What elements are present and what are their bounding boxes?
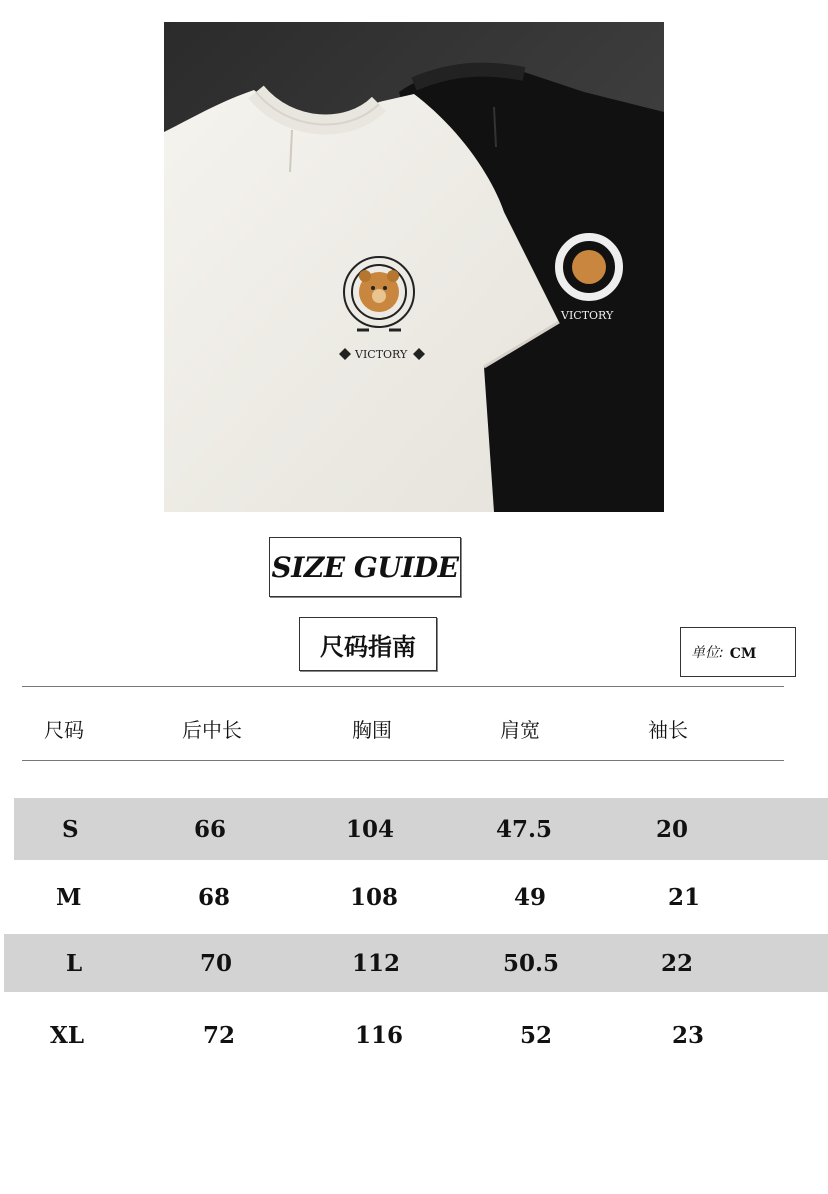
table-header-row bbox=[0, 712, 828, 748]
cell-shoulder: 52 bbox=[520, 1021, 553, 1049]
cell-length: 72 bbox=[203, 1021, 236, 1049]
cell-shoulder: 49 bbox=[514, 883, 547, 911]
svg-text:VICTORY: VICTORY bbox=[561, 309, 614, 322]
cell-shoulder: 47.5 bbox=[496, 815, 553, 843]
header-length: 后中长 bbox=[182, 718, 242, 742]
cell-sleeve: 21 bbox=[668, 883, 701, 911]
cell-size: L bbox=[66, 949, 83, 977]
cn-size-guide-title bbox=[299, 617, 437, 671]
cell-size: S bbox=[62, 815, 79, 843]
cell-chest: 112 bbox=[352, 949, 401, 977]
header-sleeve: 袖长 bbox=[648, 718, 688, 742]
cell-shoulder: 50.5 bbox=[503, 949, 560, 977]
cell-chest: 116 bbox=[355, 1021, 404, 1049]
table-row bbox=[14, 798, 828, 860]
size-guide-title bbox=[269, 537, 461, 597]
header-chest: 胸围 bbox=[352, 718, 392, 742]
table-row bbox=[4, 934, 828, 992]
unit-value: CM bbox=[729, 646, 757, 662]
table-header-rule bbox=[22, 760, 784, 761]
cell-length: 70 bbox=[200, 949, 233, 977]
header-size: 尺码 bbox=[44, 718, 84, 742]
cell-chest: 108 bbox=[350, 883, 399, 911]
cn-title-text: 尺码指南 bbox=[320, 632, 416, 661]
header-shoulder: 肩宽 bbox=[500, 718, 540, 742]
unit-box bbox=[680, 627, 796, 677]
cell-sleeve: 22 bbox=[661, 949, 694, 977]
tshirt-illustration bbox=[164, 22, 664, 512]
cell-sleeve: 20 bbox=[656, 815, 689, 843]
cell-length: 66 bbox=[194, 815, 227, 843]
unit-label: 单位: bbox=[691, 645, 724, 661]
table-top-rule bbox=[22, 686, 784, 687]
cell-sleeve: 23 bbox=[672, 1021, 705, 1049]
size-guide-text: SIZE GUIDE bbox=[271, 550, 459, 584]
print-text: VICTORY bbox=[355, 348, 408, 361]
cell-size: XL bbox=[50, 1021, 85, 1049]
cell-length: 68 bbox=[198, 883, 231, 911]
cell-chest: 104 bbox=[346, 815, 395, 843]
table-row bbox=[0, 1004, 828, 1066]
cell-size: M bbox=[56, 883, 82, 911]
table-row bbox=[0, 866, 828, 928]
product-photo bbox=[164, 22, 664, 512]
